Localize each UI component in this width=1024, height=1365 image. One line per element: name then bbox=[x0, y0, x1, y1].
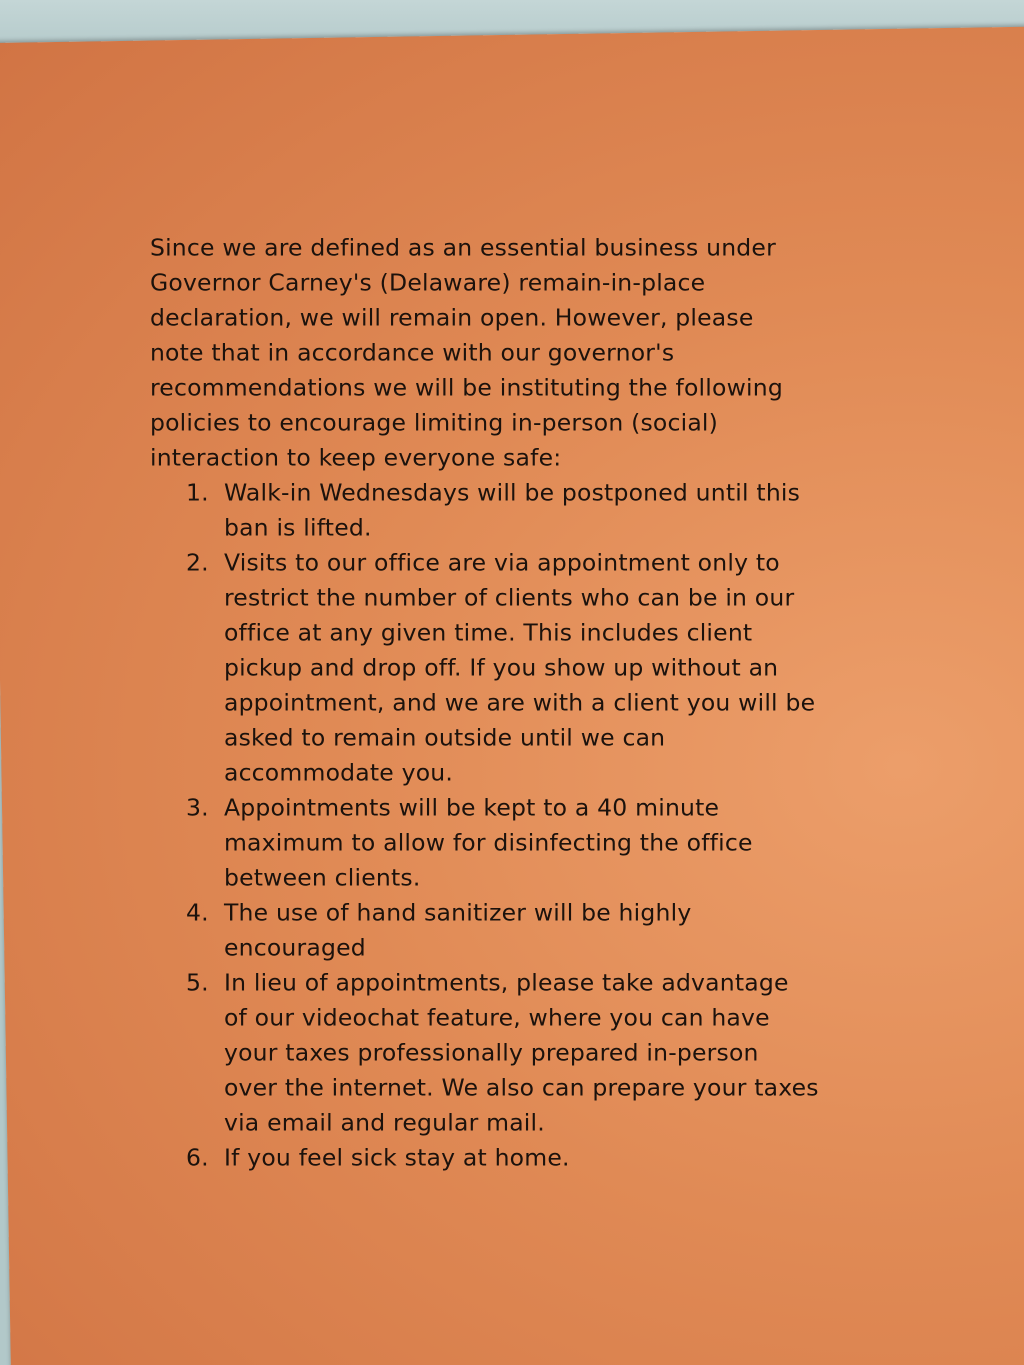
policy-text: Appointments will be kept to a 40 minute maximum to allow for disinfecting the office between clients. bbox=[223, 793, 753, 892]
policy-item bbox=[186, 546, 840, 791]
orange-paper-sheet bbox=[0, 26, 1024, 1365]
policy-number: 2. bbox=[185, 548, 209, 577]
policy-item bbox=[186, 966, 840, 1141]
policy-number: 6. bbox=[185, 1143, 209, 1172]
policy-text: If you feel sick stay at home. bbox=[223, 1143, 570, 1172]
policy-text: The use of hand sanitizer will be highly encouraged bbox=[223, 898, 692, 962]
notice-text-block bbox=[150, 231, 840, 1176]
policy-number: 5. bbox=[185, 968, 209, 997]
policy-number: 3. bbox=[185, 793, 209, 822]
policy-text: Visits to our office are via appointment only to restrict the number of clients who can be in our office at any given time. This includes client pickup and drop off. If you show up without an appointment, and we are with a client you will be asked to remain outside until we can accommodate you. bbox=[223, 548, 816, 787]
policy-list bbox=[150, 476, 840, 1176]
policy-number: 4. bbox=[185, 898, 209, 927]
policy-item bbox=[186, 476, 840, 546]
intro-paragraph: Since we are defined as an essential business under Governor Carney's (Delaware) remain-in-place declaration, we will remain open. However, please note that in accordance with our governor's recommendations we will be instituting the following policies to encourage limiting in-person (social) interaction to keep everyone safe: bbox=[149, 233, 783, 472]
policy-text: In lieu of appointments, please take advantage of our videochat feature, where you can have your taxes professionally prepared in-person over the internet. We also can prepare your taxes via email and regular mail. bbox=[223, 968, 819, 1137]
policy-item bbox=[186, 1141, 840, 1176]
policy-text: Walk-in Wednesdays will be postponed until this ban is lifted. bbox=[223, 478, 801, 542]
policy-item bbox=[186, 896, 840, 966]
policy-item bbox=[186, 791, 840, 896]
policy-number: 1. bbox=[185, 478, 209, 507]
